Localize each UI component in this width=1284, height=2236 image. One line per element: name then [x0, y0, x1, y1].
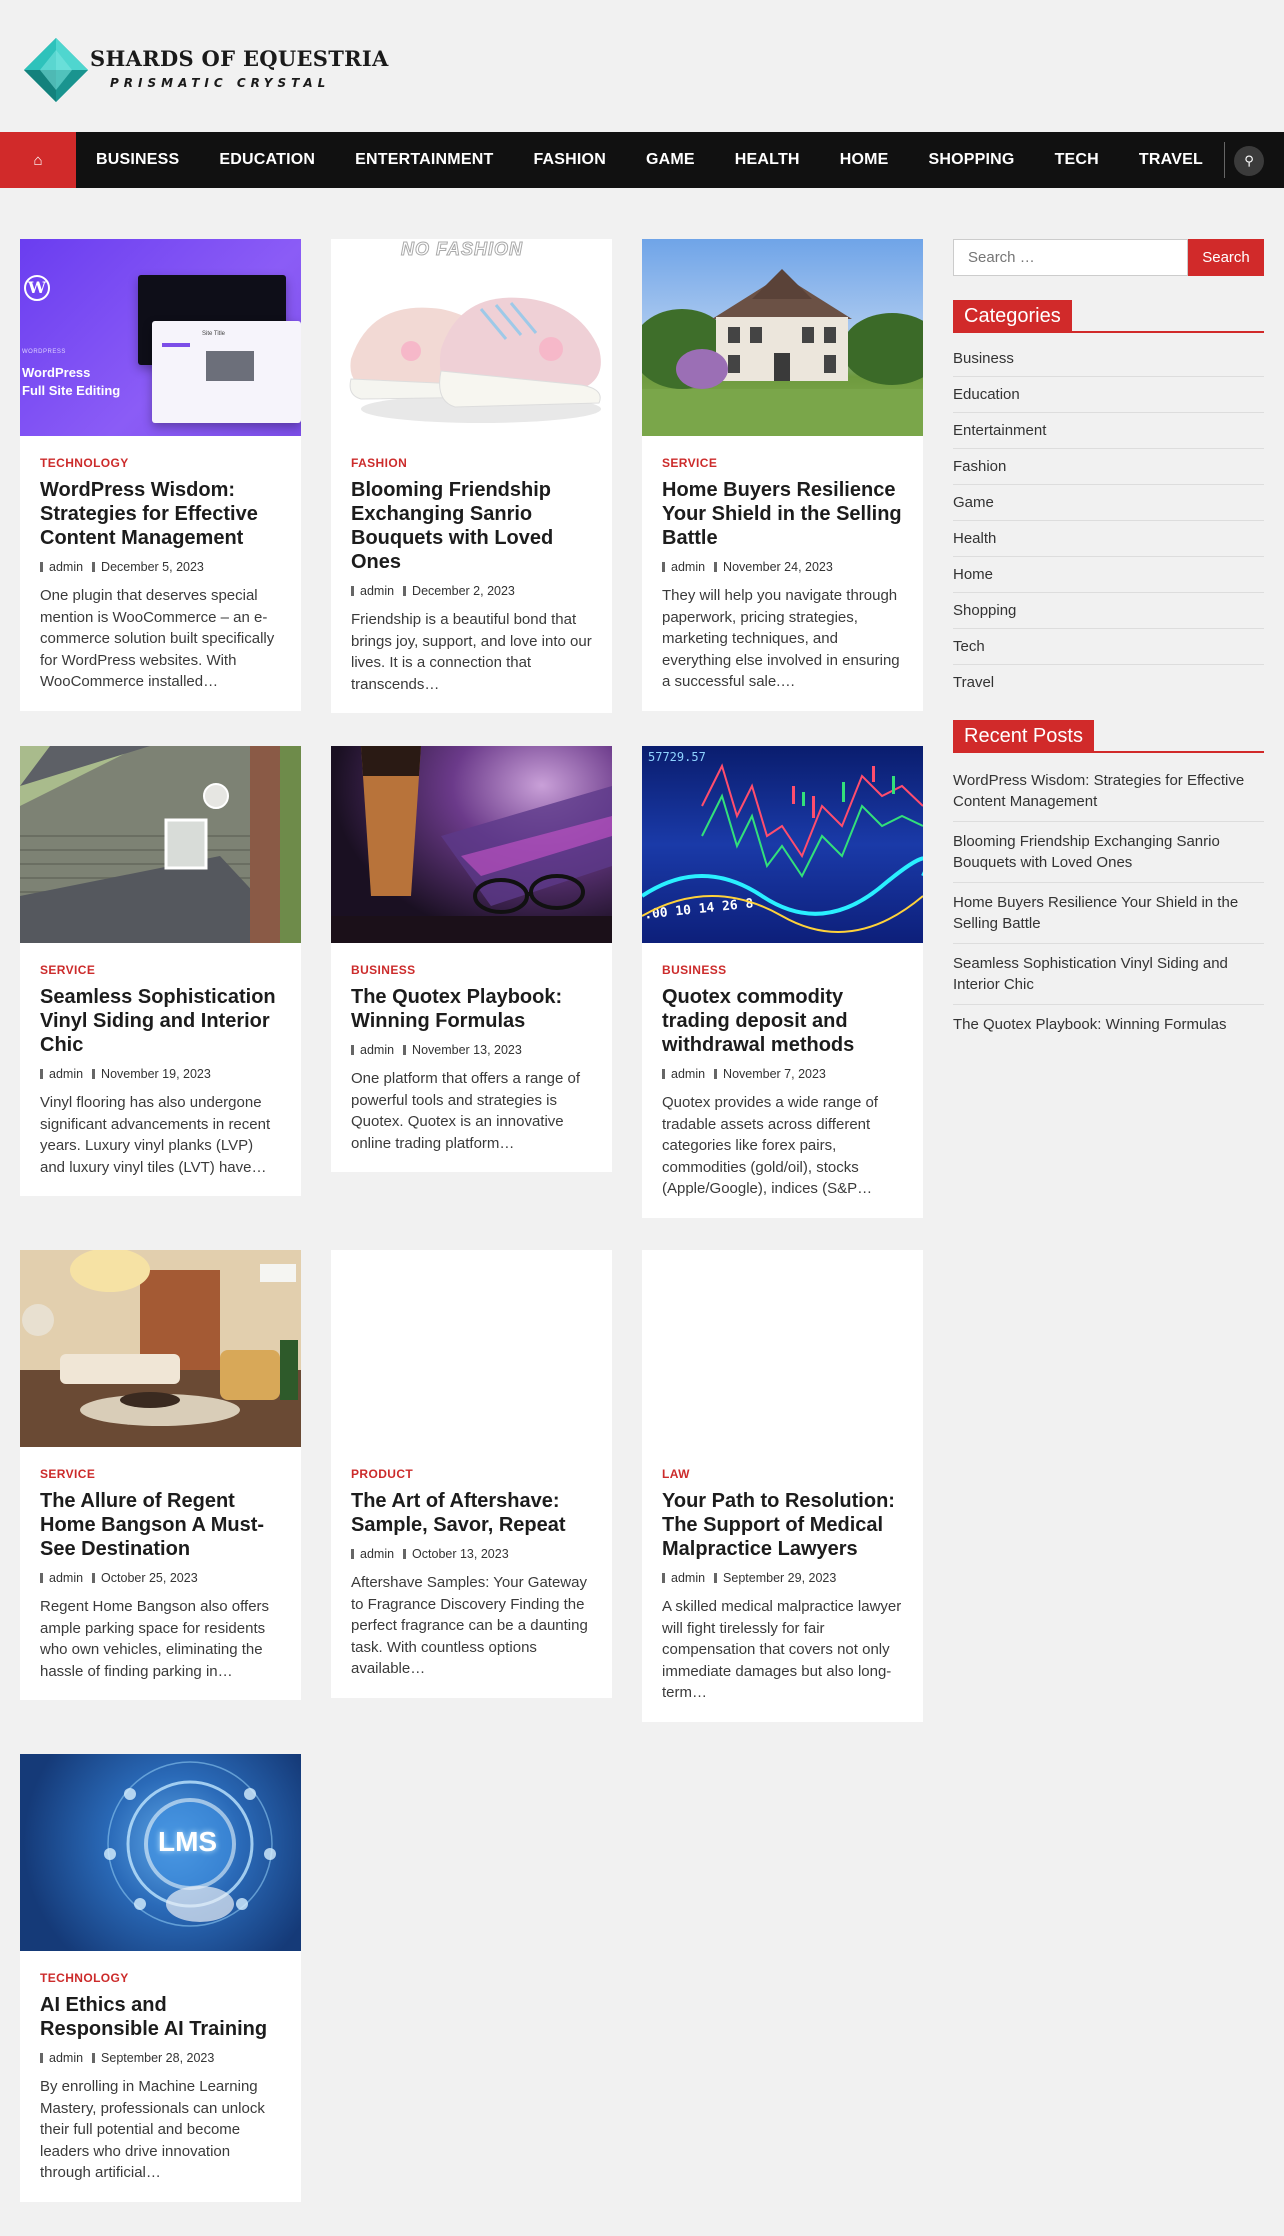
- author-icon: [351, 1045, 354, 1055]
- calendar-icon: [92, 1573, 95, 1583]
- post-category[interactable]: SERVICE: [40, 963, 96, 977]
- post-card: [642, 1250, 923, 1722]
- post-excerpt: Vinyl flooring has also undergone significant advancements in recent years. Luxury vinyl planks (LVP) and luxury vinyl tiles (LVT) have…: [40, 1094, 271, 1176]
- post-author[interactable]: admin: [49, 1571, 84, 1585]
- calendar-icon: [403, 1045, 406, 1055]
- thumb-watermark: NO FASHION: [401, 239, 524, 259]
- post-title[interactable]: Your Path to Resolution: The Support of Medical Malpractice Lawyers: [662, 1490, 895, 1560]
- post-date[interactable]: November 19, 2023: [101, 1067, 211, 1081]
- calendar-icon: [714, 1069, 717, 1079]
- ticker-number: .00 10 14 26 8: [643, 896, 755, 923]
- category-link[interactable]: Health: [953, 521, 1264, 557]
- site-header: [0, 0, 1284, 132]
- post-category[interactable]: TECHNOLOGY: [40, 456, 129, 470]
- calendar-icon: [714, 1573, 717, 1583]
- post-title[interactable]: Seamless Sophistication Vinyl Siding and Interior Chic: [40, 986, 276, 1056]
- post-category[interactable]: LAW: [662, 1467, 690, 1481]
- post-thumbnail[interactable]: [642, 1250, 923, 1447]
- category-link[interactable]: Business: [953, 341, 1264, 377]
- house-siding-image: [20, 746, 301, 943]
- post-category[interactable]: BUSINESS: [662, 963, 727, 977]
- post-card: [642, 239, 923, 711]
- recent-post-link[interactable]: WordPress Wisdom: Strategies for Effective Content Management: [953, 761, 1264, 822]
- post-title[interactable]: Blooming Friendship Exchanging Sanrio Bouquets with Loved Ones: [351, 479, 554, 573]
- post-card: [20, 239, 301, 711]
- post-category[interactable]: FASHION: [351, 456, 408, 470]
- post-excerpt: Regent Home Bangson also offers ample parking space for residents who own vehicles, eliminating the hassle of finding parking in…: [40, 1598, 270, 1680]
- post-date[interactable]: September 29, 2023: [723, 1571, 837, 1585]
- post-thumbnail[interactable]: [20, 1250, 301, 1447]
- search-input[interactable]: [953, 239, 1188, 276]
- search-icon: ⚲: [1244, 153, 1254, 168]
- recent-post-link[interactable]: Blooming Friendship Exchanging Sanrio Bouquets with Loved Ones: [953, 822, 1264, 883]
- author-icon: [662, 1069, 665, 1079]
- category-link[interactable]: Game: [953, 485, 1264, 521]
- post-date[interactable]: November 7, 2023: [723, 1067, 826, 1081]
- recent-post-link[interactable]: The Quotex Playbook: Winning Formulas: [953, 1016, 1227, 1033]
- author-icon: [40, 562, 43, 572]
- nav-menu: [76, 132, 1223, 188]
- nav-divider: [1224, 142, 1225, 178]
- site-title[interactable]: SHARDS OF EQUESTRIA: [90, 46, 389, 71]
- post-excerpt: Friendship is a beautiful bond that brings joy, support, and love into our lives. It is a connection that transcends…: [351, 611, 592, 693]
- ticker-number: 57729.57: [648, 750, 706, 764]
- post-date[interactable]: December 2, 2023: [412, 584, 515, 598]
- lms-label: LMS: [158, 1826, 218, 1857]
- post-excerpt: They will help you navigate through paperwork, pricing strategies, marketing techniques, and everything else involved in ensuring a successful sale.…: [662, 587, 900, 690]
- author-icon: [40, 1069, 43, 1079]
- post-thumbnail[interactable]: [331, 239, 612, 436]
- search-toggle-button[interactable]: [1234, 146, 1264, 176]
- post-thumbnail[interactable]: [20, 746, 301, 943]
- post-card: [331, 746, 612, 1172]
- post-author[interactable]: admin: [671, 1067, 706, 1081]
- calendar-icon: [92, 2053, 95, 2063]
- wordpress-logo-icon: W: [24, 275, 50, 301]
- post-category[interactable]: BUSINESS: [351, 963, 416, 977]
- post-excerpt: One plugin that deserves special mention is WooCommerce – an e-commerce solution built specifically for WordPress websites. With WooCommerce installed…: [40, 587, 275, 690]
- post-excerpt: Aftershave Samples: Your Gateway to Fragrance Discovery Finding the perfect fragrance can be a daunting task. With countless options available…: [351, 1574, 588, 1677]
- post-date[interactable]: November 13, 2023: [412, 1043, 522, 1057]
- nav-item-entertainment[interactable]: ENTERTAINMENT: [355, 151, 494, 168]
- thumb-small-label: WORDPRESS: [22, 349, 66, 355]
- post-author[interactable]: admin: [49, 2051, 84, 2065]
- calendar-icon: [714, 562, 717, 572]
- author-icon: [662, 562, 665, 572]
- laptop-glasses-image: [331, 746, 612, 943]
- calendar-icon: [92, 1069, 95, 1079]
- post-title[interactable]: WordPress Wisdom: Strategies for Effective Content Management: [40, 479, 258, 549]
- nav-item-business[interactable]: BUSINESS: [96, 151, 180, 168]
- post-category[interactable]: SERVICE: [662, 456, 718, 470]
- post-category[interactable]: PRODUCT: [351, 1467, 414, 1481]
- post-thumbnail[interactable]: [20, 239, 301, 436]
- post-date[interactable]: October 25, 2023: [101, 1571, 198, 1585]
- search-button[interactable]: Search: [1188, 239, 1264, 276]
- categories-list: [953, 341, 1264, 700]
- post-category[interactable]: TECHNOLOGY: [40, 1971, 129, 1985]
- post-title[interactable]: AI Ethics and Responsible AI Training: [40, 1994, 268, 2040]
- category-link[interactable]: Fashion: [953, 449, 1264, 485]
- author-icon: [40, 2053, 43, 2063]
- author-icon: [351, 586, 354, 596]
- post-title[interactable]: Quotex commodity trading deposit and withdrawal methods: [662, 986, 855, 1056]
- post-title[interactable]: Home Buyers Resilience Your Shield in the Selling Battle: [662, 479, 902, 549]
- post-thumbnail[interactable]: [331, 1250, 612, 1447]
- author-icon: [351, 1549, 354, 1559]
- nav-item-tech[interactable]: TECH: [1054, 151, 1099, 168]
- post-author[interactable]: admin: [360, 1043, 395, 1057]
- category-link[interactable]: Education: [953, 377, 1264, 413]
- thumb-label: WordPress: [22, 365, 91, 380]
- post-thumbnail[interactable]: [642, 239, 923, 436]
- stock-chart-image: [642, 746, 923, 943]
- nav-item-education[interactable]: EDUCATION: [219, 151, 316, 168]
- post-thumbnail[interactable]: [331, 746, 612, 943]
- post-title[interactable]: The Art of Aftershave: Sample, Savor, Repeat: [351, 1490, 566, 1536]
- post-card: [331, 1250, 612, 1698]
- author-icon: [40, 1573, 43, 1583]
- post-category[interactable]: SERVICE: [40, 1467, 96, 1481]
- post-excerpt: A skilled medical malpractice lawyer will fight tirelessly for fair compensation that covers not only immediate damages but also long-term…: [662, 1598, 902, 1701]
- calendar-icon: [403, 1549, 406, 1559]
- post-author[interactable]: admin: [671, 560, 706, 574]
- post-card: [642, 746, 923, 1218]
- recent-posts-list: [953, 761, 1264, 1044]
- recent-post-link[interactable]: Home Buyers Resilience Your Shield in the Selling Battle: [953, 883, 1264, 944]
- widget-title: Recent Posts: [953, 720, 1094, 753]
- post-excerpt: One platform that offers a range of powerful tools and strategies is Quotex. Quotex is an innovative online trading platform…: [351, 1070, 581, 1152]
- post-title[interactable]: The Quotex Playbook: Winning Formulas: [351, 986, 563, 1032]
- post-excerpt: By enrolling in Machine Learning Mastery, professionals can unlock their full potential and become leaders who drive innovation through artificial…: [40, 2078, 265, 2181]
- home-icon: ⌂: [33, 151, 43, 169]
- nav-item-home[interactable]: HOME: [839, 151, 889, 168]
- post-title[interactable]: The Allure of Regent Home Bangson A Must-See Destination: [40, 1490, 265, 1560]
- post-card: [20, 746, 301, 1196]
- post-author[interactable]: admin: [49, 1067, 84, 1081]
- sneakers-image: [331, 239, 612, 436]
- post-date[interactable]: September 28, 2023: [101, 2051, 215, 2065]
- thumb-label: Full Site Editing: [22, 383, 121, 398]
- nav-item-health[interactable]: HEALTH: [734, 151, 800, 168]
- nav-item-travel[interactable]: TRAVEL: [1138, 151, 1203, 168]
- primary-nav: [0, 132, 1284, 188]
- category-link[interactable]: Travel: [953, 674, 995, 691]
- author-icon: [662, 1573, 665, 1583]
- mansion-image: [642, 239, 923, 436]
- post-author[interactable]: admin: [360, 584, 395, 598]
- nav-item-game[interactable]: GAME: [645, 151, 695, 168]
- calendar-icon: [403, 586, 406, 596]
- category-link[interactable]: Tech: [953, 629, 1264, 665]
- screenshot-caption: Site Title: [202, 331, 226, 337]
- post-author[interactable]: admin: [360, 1547, 395, 1561]
- post-card: [331, 239, 612, 713]
- post-card: [20, 1754, 301, 2202]
- category-link[interactable]: Entertainment: [953, 413, 1264, 449]
- recent-post-link[interactable]: Seamless Sophistication Vinyl Siding and Interior Chic: [953, 944, 1264, 1005]
- site-tagline: PRISMATIC CRYSTAL: [110, 76, 331, 90]
- recent-posts-widget-title: [953, 720, 1264, 753]
- category-link[interactable]: Home: [953, 557, 1264, 593]
- post-date[interactable]: November 24, 2023: [723, 560, 833, 574]
- screenshot-mock: [152, 321, 301, 423]
- post-thumbnail[interactable]: [642, 746, 923, 943]
- post-excerpt: Quotex provides a wide range of tradable assets across different categories like forex pairs, commodities (gold/oil), stocks (Apple/Google), indices (S&P…: [662, 1094, 878, 1197]
- nav-item-shopping[interactable]: SHOPPING: [928, 151, 1015, 168]
- post-card: [20, 1250, 301, 1700]
- calendar-icon: [92, 562, 95, 572]
- living-room-image: [20, 1250, 301, 1447]
- search-form: [953, 239, 1264, 276]
- crystal-logo-icon[interactable]: [22, 36, 90, 104]
- categories-widget-title: [953, 300, 1264, 333]
- post-date[interactable]: December 5, 2023: [101, 560, 204, 574]
- widget-title: Categories: [953, 300, 1072, 333]
- home-button[interactable]: [0, 132, 76, 188]
- category-link[interactable]: Shopping: [953, 593, 1264, 629]
- post-thumbnail[interactable]: [20, 1754, 301, 1951]
- post-author[interactable]: admin: [49, 560, 84, 574]
- nav-item-fashion[interactable]: FASHION: [533, 151, 606, 168]
- post-date[interactable]: October 13, 2023: [412, 1547, 509, 1561]
- sidebar: [953, 239, 1264, 1044]
- post-author[interactable]: admin: [671, 1571, 706, 1585]
